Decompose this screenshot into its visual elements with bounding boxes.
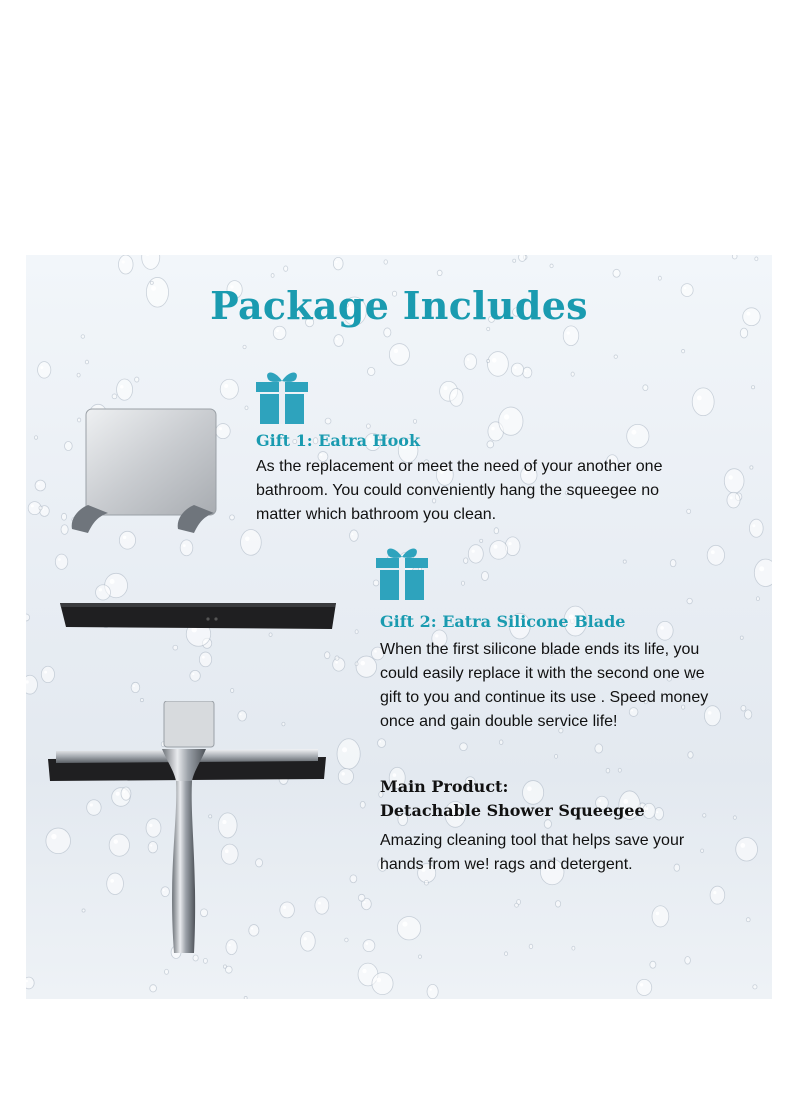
gift2-line-4: once and gain double service life!: [380, 713, 618, 730]
gift2-line-3: gift to you and continue its use . Speed money: [380, 689, 709, 706]
gift-icon: [370, 543, 434, 601]
blade-image: [56, 599, 340, 638]
gift2-line-1: When the first silicone blade ends its life, you: [380, 641, 700, 658]
gift2-line-2: could easily replace it with the second one we: [380, 665, 705, 682]
gift1-line-2: bathroom. You could conveniently hang the squeegee no: [256, 482, 659, 499]
main-heading-line-1: Main Product:: [380, 777, 509, 796]
gift1-line-3: matter which bathroom you clean.: [256, 506, 497, 523]
main-heading-line-2: Detachable Shower Squeegee: [380, 801, 645, 820]
gift2-heading: Gift 2: Eatra Silicone Blade: [380, 612, 626, 631]
main-line-1: Amazing cleaning tool that helps save your: [380, 832, 685, 849]
gift1-heading: Gift 1: Eatra Hook: [256, 431, 421, 450]
package-panel: [26, 255, 772, 999]
gift-icon: [250, 367, 314, 425]
main-line-2: hands from we! rags and detergent.: [380, 856, 633, 873]
gift1-line-1: As the replacement or meet the need of your another one: [256, 458, 663, 475]
page-title: Package Includes: [210, 283, 588, 328]
squeegee-image: [42, 701, 332, 966]
hook-image: [68, 405, 218, 542]
